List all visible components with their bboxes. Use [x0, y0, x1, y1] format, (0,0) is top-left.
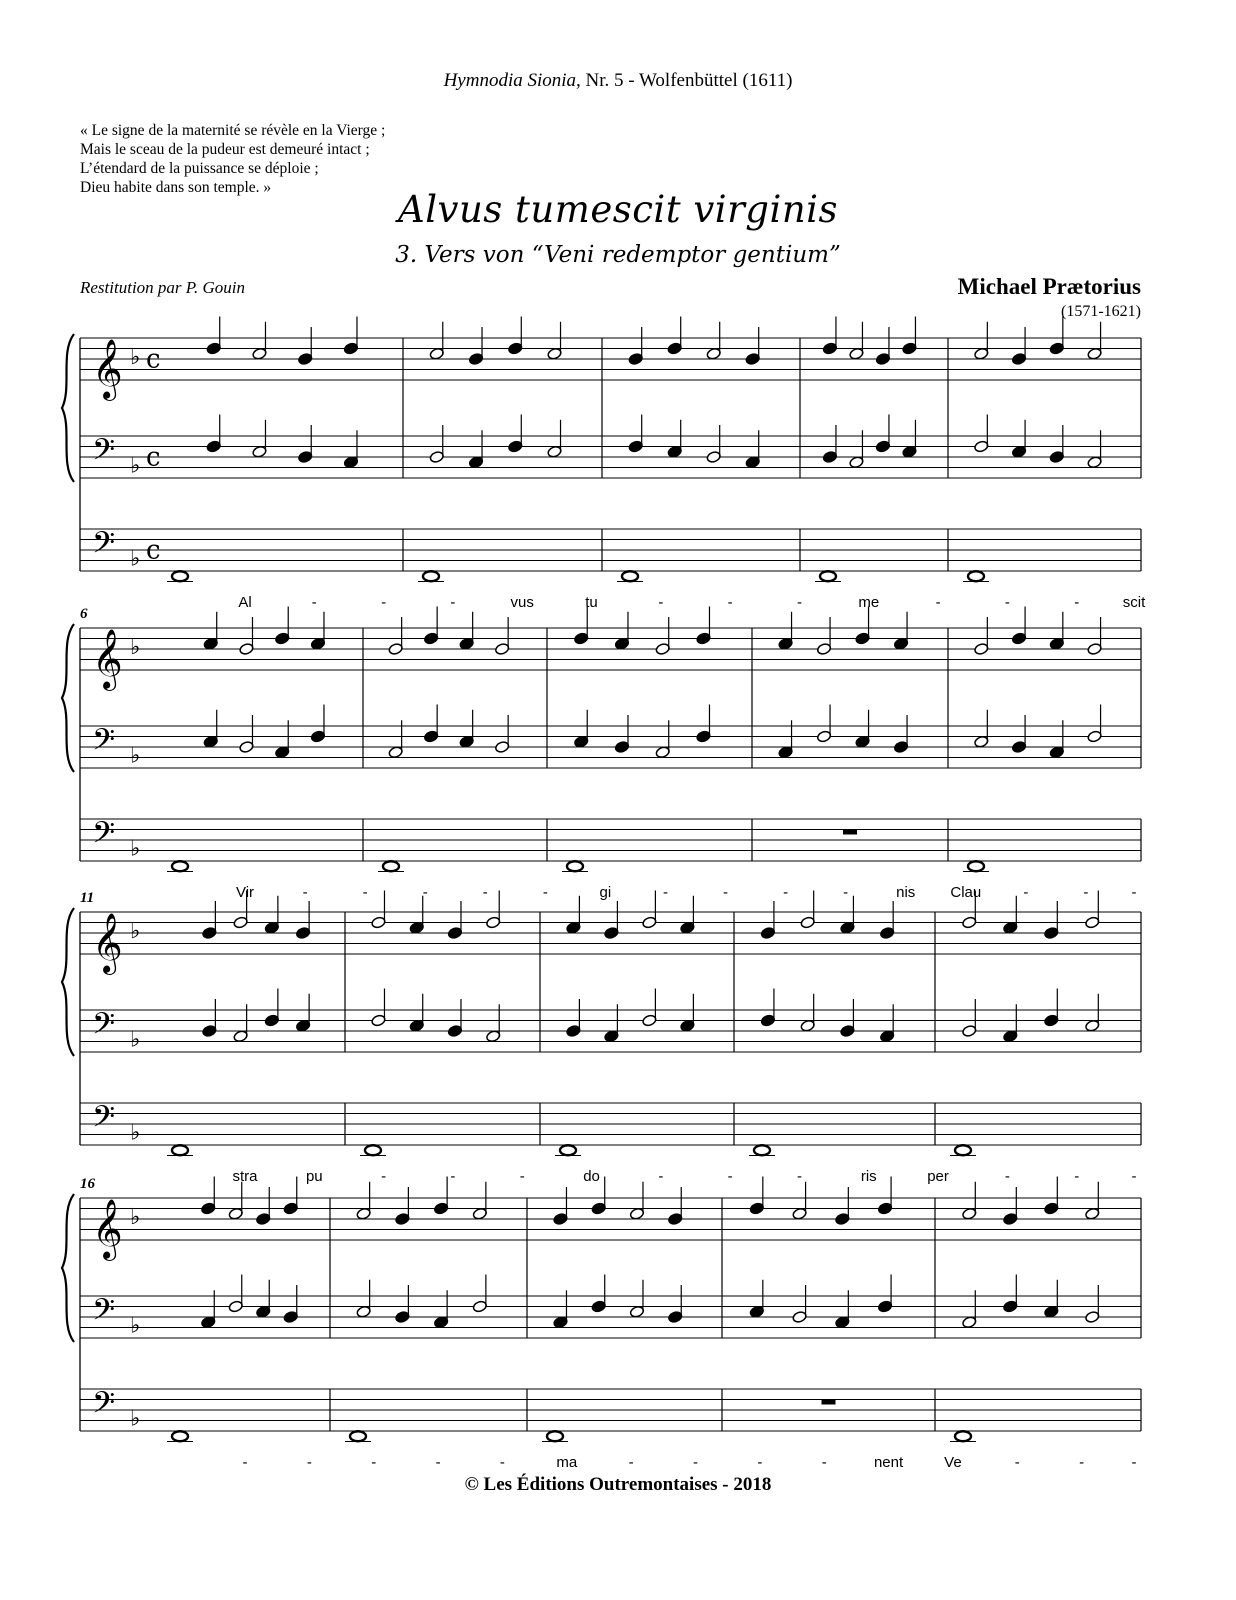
note-head: [233, 1030, 248, 1043]
note-head: [343, 456, 358, 469]
note-head: [668, 1212, 683, 1225]
bass-clef-icon: 𝄢: [92, 1386, 116, 1428]
lyric-syllable: -: [422, 884, 428, 901]
note-head: [749, 1305, 764, 1318]
note-head: [494, 740, 509, 753]
note-head: [822, 342, 837, 355]
composer-name: Michael Prætorius: [957, 274, 1141, 299]
note-head: [201, 1316, 216, 1329]
note-head: [486, 916, 501, 929]
note-head: [1085, 1310, 1100, 1323]
note-head: [893, 740, 908, 753]
lyric-syllable: -: [796, 1168, 802, 1185]
note-head: [591, 1300, 606, 1313]
lyric-syllable: Clau: [950, 884, 982, 901]
note-head: [298, 352, 313, 365]
note-head: [1011, 445, 1026, 458]
note-head: [409, 1019, 424, 1032]
pedal-whole-note: [968, 571, 984, 581]
note-head: [256, 1305, 271, 1318]
note-head: [792, 1207, 807, 1220]
note-head: [508, 342, 523, 355]
system-brace: [62, 334, 74, 482]
lyric-syllable: -: [1083, 884, 1089, 901]
bass-clef-icon: 𝄢: [92, 1007, 116, 1049]
lyric-syllable: -: [242, 1454, 248, 1471]
note-head: [778, 746, 793, 759]
note-head: [203, 637, 218, 650]
note-head: [1003, 1030, 1018, 1043]
note-head: [696, 632, 711, 645]
note-head: [835, 1212, 850, 1225]
note-head: [206, 342, 221, 355]
note-head: [1003, 1212, 1018, 1225]
note-head: [816, 730, 831, 743]
lyric-syllable: -: [381, 1168, 387, 1185]
system-brace: [62, 908, 74, 1056]
note-head: [849, 456, 864, 469]
lyric-syllable: -: [723, 884, 729, 901]
lyric-syllable: -: [658, 594, 664, 611]
lyric-syllable: -: [1079, 1454, 1085, 1471]
bass-clef-icon: 𝄢: [92, 526, 116, 568]
lyric-syllable: -: [783, 884, 789, 901]
note-head: [667, 342, 682, 355]
note-head: [1085, 1019, 1100, 1032]
lyric-syllable: me: [858, 594, 880, 611]
note-head: [447, 926, 462, 939]
flat-key-signature-icon: ♭: [130, 836, 141, 862]
lyric-syllable: -: [542, 884, 548, 901]
note-head: [356, 1305, 371, 1318]
note-head: [816, 642, 831, 655]
note-head: [962, 1024, 977, 1037]
lyric-syllable: -: [450, 1168, 456, 1185]
note-head: [655, 642, 670, 655]
lyric-syllable: -: [693, 1454, 698, 1471]
lyric-syllable: -: [727, 1168, 733, 1185]
pedal-whole-note: [968, 861, 984, 871]
note-head: [962, 1316, 977, 1329]
flat-key-signature-icon: ♭: [130, 1205, 141, 1230]
quote-line: « Le signe de la maternité se révèle en la Vierge ;: [80, 122, 386, 139]
note-head: [486, 1030, 501, 1043]
note-head: [264, 1014, 279, 1027]
pedal-whole-note: [350, 1431, 366, 1441]
note-head: [459, 735, 474, 748]
note-head: [1044, 1014, 1059, 1027]
lyric-syllable: Ve: [944, 1454, 962, 1471]
pedal-whole-note: [423, 571, 439, 581]
note-head: [792, 1310, 807, 1323]
measure-number: 11: [80, 890, 95, 906]
flat-key-signature-icon: ♭: [130, 635, 141, 660]
note-head: [840, 1024, 855, 1037]
note-head: [472, 1300, 487, 1313]
treble-clef-icon: 𝄞: [92, 339, 123, 399]
lyric-syllable: pu: [305, 1168, 323, 1185]
lyric-syllable: do: [583, 1168, 600, 1185]
composer-dates: (1571-1621): [1061, 303, 1141, 320]
lyric-syllable: -: [519, 1168, 525, 1185]
note-head: [547, 347, 562, 360]
note-head: [202, 926, 217, 939]
note-head: [1049, 746, 1064, 759]
note-head: [760, 1014, 775, 1027]
lyric-syllable: -: [306, 1454, 312, 1471]
note-head: [1085, 1207, 1100, 1220]
note-head: [875, 352, 890, 365]
note-head: [371, 1014, 386, 1027]
note-head: [310, 637, 325, 650]
note-head: [343, 342, 358, 355]
lyric-syllable: -: [482, 884, 488, 901]
pedal-whole-note: [955, 1145, 971, 1155]
note-head: [680, 1019, 695, 1032]
pedal-whole-note: [365, 1145, 381, 1155]
note-head: [1087, 347, 1102, 360]
treble-clef-icon: 𝄞: [92, 1199, 123, 1259]
lyric-syllable: tu: [585, 594, 598, 611]
bass-clef-icon: 𝄢: [92, 1293, 116, 1335]
note-head: [1003, 1300, 1018, 1313]
note-head: [1003, 921, 1018, 934]
note-head: [800, 916, 815, 929]
note-head: [760, 926, 775, 939]
pedal-whole-note: [955, 1431, 971, 1441]
lyric-syllable: -: [843, 884, 849, 901]
flat-key-signature-icon: ♭: [130, 743, 141, 769]
lyric-syllable: ris: [860, 1168, 877, 1185]
pedal-whole-note: [172, 571, 188, 581]
lyric-syllable: -: [435, 1454, 441, 1471]
bass-clef-icon: 𝄢: [92, 723, 116, 765]
pedal-whole-note: [172, 861, 188, 871]
whole-rest: [822, 1400, 836, 1405]
lyric-syllable: -: [658, 1168, 664, 1185]
note-head: [1087, 456, 1102, 469]
lyric-syllable: -: [821, 1454, 827, 1471]
note-head: [429, 347, 444, 360]
lyric-syllable: -: [1004, 1168, 1010, 1185]
note-head: [962, 916, 977, 929]
note-head: [201, 1202, 216, 1215]
note-head: [840, 921, 855, 934]
pedal-whole-note: [820, 571, 836, 581]
note-head: [233, 916, 248, 929]
note-head: [275, 746, 290, 759]
lyric-syllable: -: [1131, 1454, 1137, 1471]
pedal-whole-note: [172, 1431, 188, 1441]
note-head: [893, 637, 908, 650]
note-head: [310, 730, 325, 743]
quote-line: L’étendard de la puissance se déploie ;: [80, 160, 319, 177]
note-head: [239, 642, 254, 655]
note-head: [356, 1207, 371, 1220]
note-head: [388, 642, 403, 655]
common-time-icon: c: [146, 442, 161, 473]
whole-rest: [843, 830, 857, 835]
source-title: Hymnodia Sionia: [443, 70, 577, 91]
pedal-whole-note: [383, 861, 399, 871]
note-head: [1049, 637, 1064, 650]
lyric-syllable: -: [381, 594, 387, 611]
note-head: [283, 1310, 298, 1323]
note-head: [1011, 632, 1026, 645]
note-head: [604, 1030, 619, 1043]
flat-key-signature-icon: ♭: [130, 1406, 141, 1432]
note-head: [1044, 926, 1059, 939]
note-head: [468, 456, 483, 469]
note-head: [604, 926, 619, 939]
pedal-whole-note: [754, 1145, 770, 1155]
note-head: [1085, 916, 1100, 929]
flat-key-signature-icon: ♭: [130, 1313, 141, 1339]
note-head: [468, 352, 483, 365]
note-head: [275, 632, 290, 645]
bass-clef-icon: 𝄢: [92, 1100, 116, 1142]
note-head: [203, 735, 218, 748]
pedal-whole-note: [567, 861, 583, 871]
note-head: [800, 1019, 815, 1032]
note-head: [494, 642, 509, 655]
note-head: [423, 730, 438, 743]
note-head: [879, 1030, 894, 1043]
lyric-syllable: vus: [510, 594, 534, 611]
lyric-syllable: -: [662, 884, 668, 901]
note-head: [508, 440, 523, 453]
note-head: [822, 450, 837, 463]
note-head: [388, 746, 403, 759]
note-head: [459, 637, 474, 650]
flat-key-signature-icon: ♭: [130, 546, 141, 572]
system-brace: [62, 1194, 74, 1342]
note-head: [574, 632, 589, 645]
system-brace: [62, 624, 74, 772]
flat-key-signature-icon: ♭: [130, 453, 141, 479]
note-head: [295, 926, 310, 939]
note-head: [974, 642, 989, 655]
lyric-syllable: -: [450, 594, 456, 611]
note-head: [566, 921, 581, 934]
note-head: [409, 921, 424, 934]
note-head: [264, 921, 279, 934]
note-head: [667, 445, 682, 458]
note-head: [298, 450, 313, 463]
note-head: [566, 1024, 581, 1037]
source-rest: , Nr. 5 - Wolfenbüttel (1611): [576, 70, 793, 91]
note-head: [706, 450, 721, 463]
note-head: [668, 1310, 683, 1323]
bass-clef-icon: 𝄢: [92, 433, 116, 475]
note-head: [547, 445, 562, 458]
note-head: [202, 1024, 217, 1037]
note-head: [256, 1212, 271, 1225]
note-head: [433, 1202, 448, 1215]
editor-credit: Restitution par P. Gouin: [80, 278, 245, 297]
note-head: [614, 637, 629, 650]
note-head: [855, 735, 870, 748]
note-head: [239, 740, 254, 753]
flat-key-signature-icon: ♭: [130, 919, 141, 944]
note-head: [628, 440, 643, 453]
flat-key-signature-icon: ♭: [130, 345, 141, 370]
note-head: [591, 1202, 606, 1215]
quote-line: Dieu habite dans son temple. »: [80, 179, 272, 196]
lyric-syllable: -: [796, 594, 802, 611]
note-head: [395, 1212, 410, 1225]
note-head: [252, 445, 267, 458]
common-time-icon: c: [146, 535, 161, 566]
lyric-syllable: -: [302, 884, 308, 901]
flat-key-signature-icon: ♭: [130, 1120, 141, 1146]
lyric-syllable: nis: [896, 884, 916, 901]
note-head: [433, 1316, 448, 1329]
copyright-footer: © Les Éditions Outremontaises - 2018: [464, 1474, 772, 1495]
note-head: [628, 352, 643, 365]
note-head: [877, 1300, 892, 1313]
piece-subtitle: 3. Vers von “Veni redemptor gentium”: [395, 242, 841, 268]
lyric-syllable: Al: [238, 594, 252, 611]
lyric-syllable: -: [311, 594, 317, 611]
note-head: [371, 916, 386, 929]
piece-title: Alvus tumescit virginis: [398, 188, 838, 231]
lyric-syllable: per: [927, 1168, 949, 1185]
note-head: [614, 740, 629, 753]
treble-clef-icon: 𝄞: [92, 629, 123, 689]
note-head: [1087, 642, 1102, 655]
lyric-syllable: -: [727, 594, 733, 611]
note-head: [974, 440, 989, 453]
lyric-syllable: Vir: [235, 884, 255, 901]
note-head: [574, 735, 589, 748]
lyric-syllable: -: [1014, 1454, 1020, 1471]
note-head: [423, 632, 438, 645]
measure-number: 6: [80, 606, 88, 622]
lyric-syllable: -: [935, 594, 941, 611]
note-head: [745, 352, 760, 365]
note-head: [696, 730, 711, 743]
note-head: [206, 440, 221, 453]
note-head: [877, 1202, 892, 1215]
lyric-syllable: -: [1131, 884, 1137, 901]
note-head: [749, 1202, 764, 1215]
note-head: [962, 1207, 977, 1220]
note-head: [974, 347, 989, 360]
note-head: [629, 1207, 644, 1220]
note-head: [228, 1207, 243, 1220]
note-head: [1049, 450, 1064, 463]
lyric-syllable: -: [1074, 594, 1080, 611]
lyric-syllable: -: [628, 1454, 634, 1471]
quote-line: Mais le sceau de la pudeur est demeuré intact ;: [80, 141, 370, 158]
lyric-syllable: -: [1023, 884, 1029, 901]
note-head: [447, 1024, 462, 1037]
note-head: [472, 1207, 487, 1220]
lyric-syllable: -: [757, 1454, 763, 1471]
note-head: [295, 1019, 310, 1032]
lyric-syllable: -: [1131, 1168, 1137, 1185]
note-head: [228, 1300, 243, 1313]
treble-clef-icon: 𝄞: [92, 913, 123, 973]
note-head: [680, 921, 695, 934]
note-head: [553, 1212, 568, 1225]
note-head: [629, 1305, 644, 1318]
lyric-syllable: -: [499, 1454, 505, 1471]
note-head: [1011, 352, 1026, 365]
lyric-syllable: -: [362, 884, 368, 901]
pedal-whole-note: [622, 571, 638, 581]
note-head: [655, 746, 670, 759]
note-head: [875, 440, 890, 453]
lyric-syllable: stra: [232, 1168, 258, 1185]
note-head: [642, 1014, 657, 1027]
bass-clef-icon: 𝄢: [92, 816, 116, 858]
note-head: [778, 637, 793, 650]
note-head: [835, 1316, 850, 1329]
pedal-whole-note: [172, 1145, 188, 1155]
note-head: [1044, 1305, 1059, 1318]
note-head: [252, 347, 267, 360]
note-head: [1044, 1202, 1059, 1215]
note-head: [1049, 342, 1064, 355]
note-head: [745, 456, 760, 469]
lyric-syllable: scit: [1122, 594, 1146, 611]
lyric-syllable: -: [1004, 594, 1010, 611]
lyric-syllable: -: [1074, 1168, 1080, 1185]
pedal-whole-note: [560, 1145, 576, 1155]
note-head: [429, 450, 444, 463]
note-head: [902, 445, 917, 458]
note-head: [974, 735, 989, 748]
note-head: [283, 1202, 298, 1215]
lyric-syllable: gi: [599, 884, 612, 901]
note-head: [706, 347, 721, 360]
note-head: [642, 916, 657, 929]
note-head: [1011, 740, 1026, 753]
pedal-whole-note: [547, 1431, 563, 1441]
note-head: [1087, 730, 1102, 743]
note-head: [902, 342, 917, 355]
common-time-icon: c: [146, 344, 161, 375]
lyric-syllable: nent: [873, 1454, 904, 1471]
note-head: [395, 1310, 410, 1323]
measure-number: 16: [80, 1176, 95, 1192]
note-head: [553, 1316, 568, 1329]
note-head: [849, 347, 864, 360]
lyric-syllable: ma: [556, 1454, 578, 1471]
note-head: [855, 632, 870, 645]
note-head: [879, 926, 894, 939]
flat-key-signature-icon: ♭: [130, 1027, 141, 1053]
lyric-syllable: -: [371, 1454, 377, 1471]
